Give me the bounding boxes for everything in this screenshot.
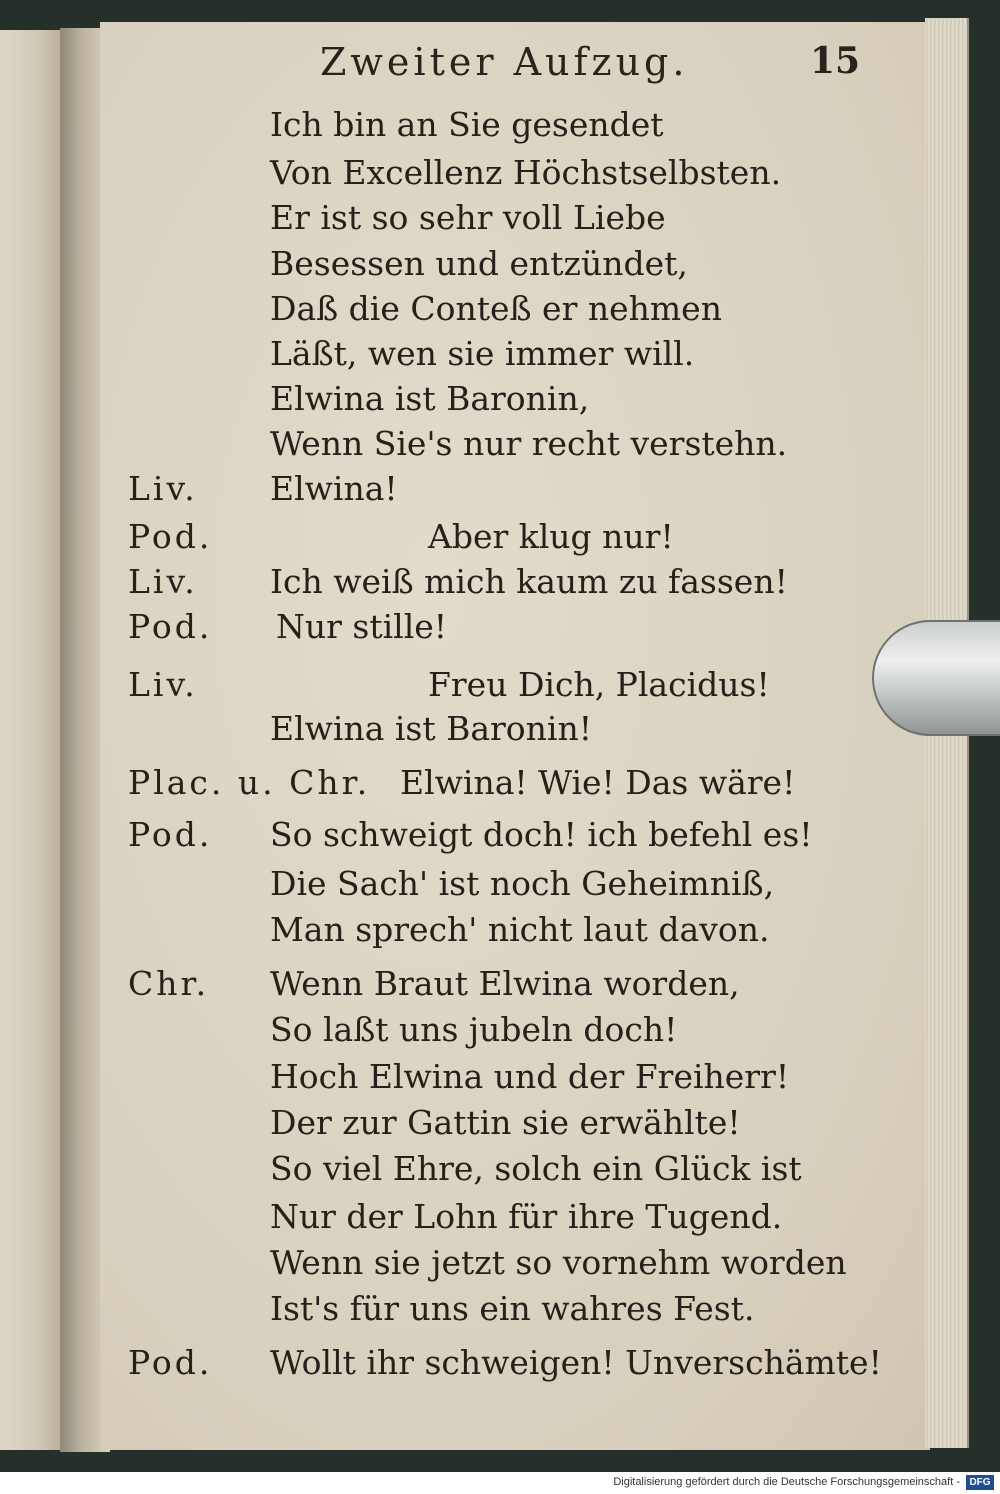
facing-page-edge bbox=[0, 30, 64, 1450]
verse-line: Nur der Lohn für ihre Tugend. bbox=[270, 1197, 783, 1236]
speaker-label: Liv. bbox=[128, 562, 198, 601]
funding-credit: Digitalisierung gefördert durch die Deutsche Forschungsgemeinschaft - bbox=[613, 1476, 960, 1488]
verse-line: Elwina! bbox=[270, 469, 398, 508]
speaker-label: Pod. bbox=[128, 1343, 213, 1382]
speaker-label: Plac. u. Chr. bbox=[128, 763, 371, 802]
page-clip bbox=[872, 620, 1000, 736]
verse-line: Wenn sie jetzt so vornehm worden bbox=[270, 1243, 847, 1282]
footer-bar bbox=[0, 1472, 1000, 1494]
verse-line: Elwina ist Baronin, bbox=[270, 379, 590, 418]
verse-line: Von Excellenz Höchstselbsten. bbox=[270, 153, 782, 192]
verse-line: Elwina! Wie! Das wäre! bbox=[400, 763, 796, 802]
verse-line: So schweigt doch! ich befehl es! bbox=[270, 815, 813, 854]
verse-line: Ich bin an Sie gesendet bbox=[270, 105, 664, 144]
page-number: 15 bbox=[810, 40, 861, 82]
verse-line: Daß die Conteß er nehmen bbox=[270, 289, 722, 328]
verse-line: Hoch Elwina und der Freiherr! bbox=[270, 1057, 790, 1096]
running-head: Zweiter Aufzug. bbox=[320, 40, 689, 84]
verse-line: Die Sach' ist noch Geheimniß, bbox=[270, 864, 775, 903]
verse-line: Besessen und entzündet, bbox=[270, 244, 688, 283]
verse-line: So laßt uns jubeln doch! bbox=[270, 1010, 678, 1049]
speaker-label: Liv. bbox=[128, 469, 198, 508]
verse-line: So viel Ehre, solch ein Glück ist bbox=[270, 1149, 802, 1188]
verse-line: Wenn Braut Elwina worden, bbox=[270, 964, 740, 1003]
verse-line: Er ist so sehr voll Liebe bbox=[270, 198, 666, 237]
verse-line: Elwina ist Baronin! bbox=[270, 709, 592, 748]
verse-line: Ist's für uns ein wahres Fest. bbox=[270, 1289, 755, 1328]
verse-line: Man sprech' nicht laut davon. bbox=[270, 910, 770, 949]
speaker-label: Chr. bbox=[128, 964, 210, 1003]
verse-line: Wenn Sie's nur recht verstehn. bbox=[270, 424, 788, 463]
verse-line: Wollt ihr schweigen! Unverschämte! bbox=[270, 1343, 882, 1382]
verse-line: Der zur Gattin sie erwählte! bbox=[270, 1103, 741, 1142]
verse-line: Ich weiß mich kaum zu fassen! bbox=[270, 562, 788, 601]
verse-line: Läßt, wen sie immer will. bbox=[270, 334, 695, 373]
speaker-label: Liv. bbox=[128, 665, 198, 704]
verse-line: Aber klug nur! bbox=[428, 517, 674, 556]
verse-line: Freu Dich, Placidus! bbox=[428, 665, 770, 704]
speaker-label: Pod. bbox=[128, 607, 213, 646]
speaker-label: Pod. bbox=[128, 517, 213, 556]
verse-line: Nur stille! bbox=[276, 607, 448, 646]
dfg-logo: DFG bbox=[966, 1475, 994, 1490]
speaker-label: Pod. bbox=[128, 815, 213, 854]
